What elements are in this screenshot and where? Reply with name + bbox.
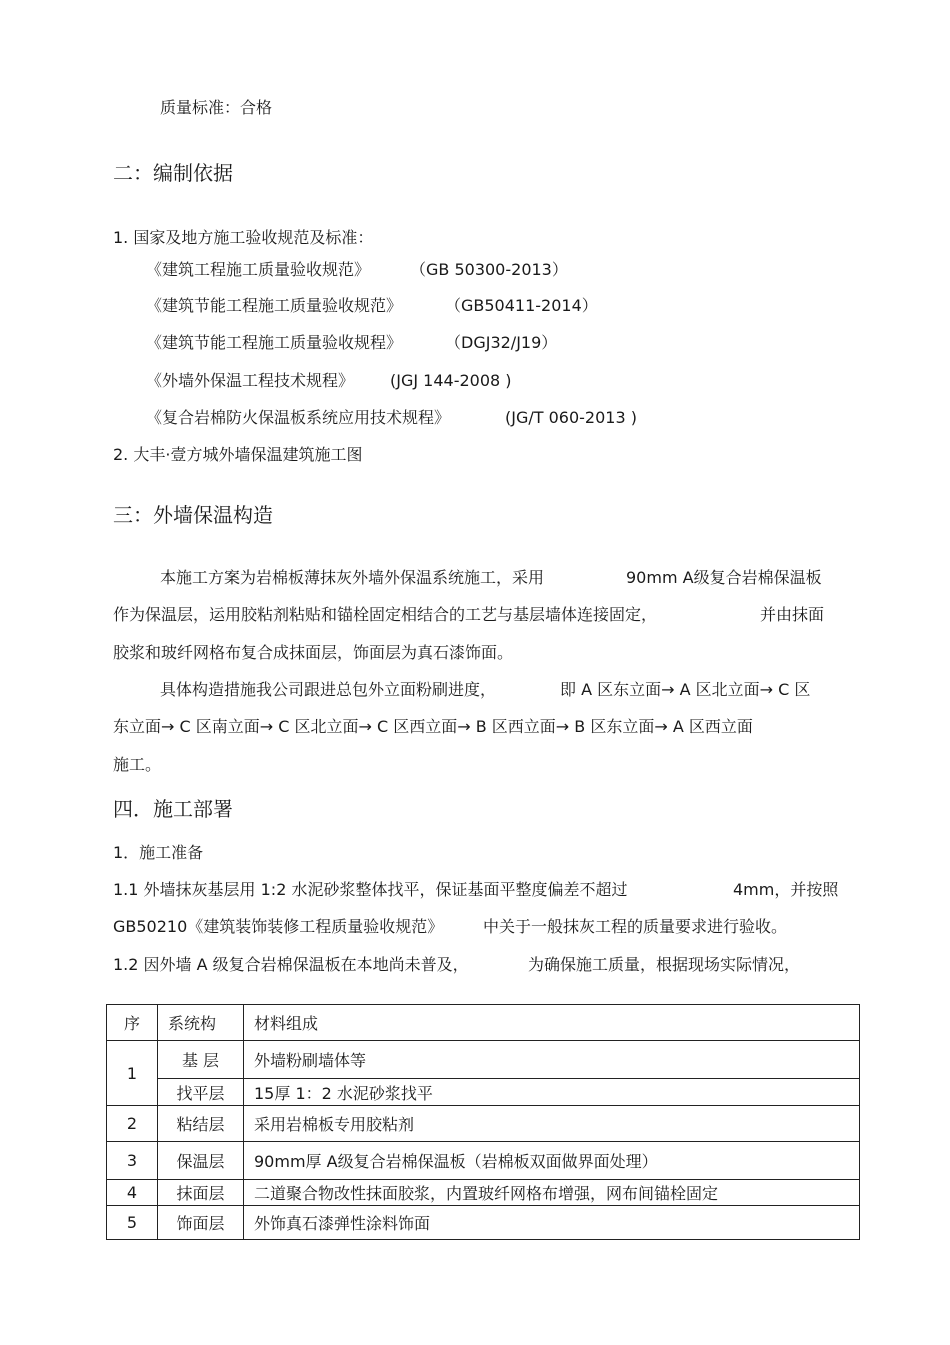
paragraph-text: 施工。	[113, 755, 162, 774]
layer-name: 基 层	[158, 1041, 244, 1079]
layer-material: 外墙粉刷墙体等	[244, 1041, 860, 1079]
paragraph-text: 具体构造措施我公司跟进总包外立面粉刷进度，	[160, 680, 497, 699]
header-cell: 序	[107, 1005, 158, 1041]
table-row	[107, 1142, 860, 1180]
paragraph-text: 东立面→ C 区南立面→ C 区北立面→ C 区西立面→ B 区西立面→ B 区东立面→ A 区西立面	[113, 717, 753, 736]
standard-name: 《建筑工程施工质量验收规范》	[146, 260, 371, 279]
standard-code: (JG/T 060-2013 )	[505, 408, 637, 427]
paragraph-text: 为确保施工质量，根据现场实际情况，	[528, 955, 801, 974]
basis-item-1: 1. 国家及地方施工验收规范及标准：	[113, 228, 374, 247]
layer-name: 抹面层	[158, 1180, 244, 1206]
quality-standard: 质量标准：合格	[160, 98, 273, 117]
layer-name: 找平层	[158, 1079, 244, 1106]
layer-material: 15厚 1：2 水泥砂浆找平	[244, 1079, 860, 1106]
paragraph-text: 并由抹面	[760, 605, 825, 624]
standard-code: （DGJ32/J19）	[445, 333, 558, 352]
layer-material: 二道聚合物改性抹面胶浆，内置玻纤网格布增强，网布间锚栓固定	[244, 1180, 860, 1206]
paragraph-text: 4mm，并按照	[733, 880, 839, 899]
section-3-title: 三：外墙保温构造	[113, 503, 273, 527]
standard-name: 《建筑节能工程施工质量验收规程》	[146, 333, 403, 352]
paragraph-text: 1.1 外墙抹灰基层用 1:2 水泥砂浆整体找平，保证基面平整度偏差不超过	[113, 880, 628, 899]
table-row	[107, 1041, 860, 1079]
layer-name: 保温层	[158, 1142, 244, 1180]
section-4-title: 四．施工部署	[113, 797, 233, 821]
table-row	[107, 1206, 860, 1240]
section-2-title: 二：编制依据	[113, 161, 233, 185]
basis-item-2: 2. 大丰·壹方城外墙保温建筑施工图	[113, 445, 363, 464]
layer-material: 外饰真石漆弹性涂料饰面	[244, 1206, 860, 1240]
paragraph-text: 1.2 因外墙 A 级复合岩棉保温板在本地尚未普及，	[113, 955, 469, 974]
paragraph-text: 本施工方案为岩棉板薄抹灰外墙外保温系统施工，采用	[160, 568, 545, 587]
row-number: 3	[107, 1142, 158, 1180]
subsection-title: 1．施工准备	[113, 843, 204, 862]
paragraph-text: 即 A 区东立面→ A 区北立面→ C 区	[560, 680, 811, 699]
paragraph-text: 作为保温层，运用胶粘剂粘贴和锚栓固定相结合的工艺与基层墙体连接固定，	[113, 605, 658, 624]
paragraph-text: 中关于一般抹灰工程的质量要求进行验收。	[483, 917, 788, 936]
standard-code: （GB 50300-2013）	[410, 260, 568, 279]
header-cell: 材料组成	[244, 1005, 860, 1041]
layer-name: 粘结层	[158, 1106, 244, 1142]
row-number: 5	[107, 1206, 158, 1240]
paragraph-text: 90mm A级复合岩棉保温板	[626, 568, 822, 587]
row-number: 4	[107, 1180, 158, 1206]
header-cell: 系统构	[158, 1005, 244, 1041]
structure-table	[106, 1004, 860, 1240]
layer-material: 90mm厚 A级复合岩棉保温板（岩棉板双面做界面处理）	[244, 1142, 860, 1180]
standard-name: 《复合岩棉防火保温板系统应用技术规程》	[146, 408, 451, 427]
row-number: 1	[107, 1041, 158, 1106]
row-number: 2	[107, 1106, 158, 1142]
layer-name: 饰面层	[158, 1206, 244, 1240]
standard-name: 《建筑节能工程施工质量验收规范》	[146, 296, 403, 315]
paragraph-text: GB50210《建筑装饰装修工程质量验收规范》	[113, 917, 444, 936]
table-row	[107, 1106, 860, 1142]
paragraph-text: 胶浆和玻纤网格布复合成抹面层，饰面层为真石漆饰面。	[113, 643, 514, 662]
standard-name: 《外墙外保温工程技术规程》	[146, 371, 355, 390]
table-header-row	[107, 1005, 860, 1041]
table-row	[107, 1180, 860, 1206]
standard-code: （GB50411-2014）	[445, 296, 598, 315]
table-row	[107, 1079, 860, 1106]
standard-code: (JGJ 144-2008 )	[390, 371, 512, 390]
layer-material: 采用岩棉板专用胶粘剂	[244, 1106, 860, 1142]
